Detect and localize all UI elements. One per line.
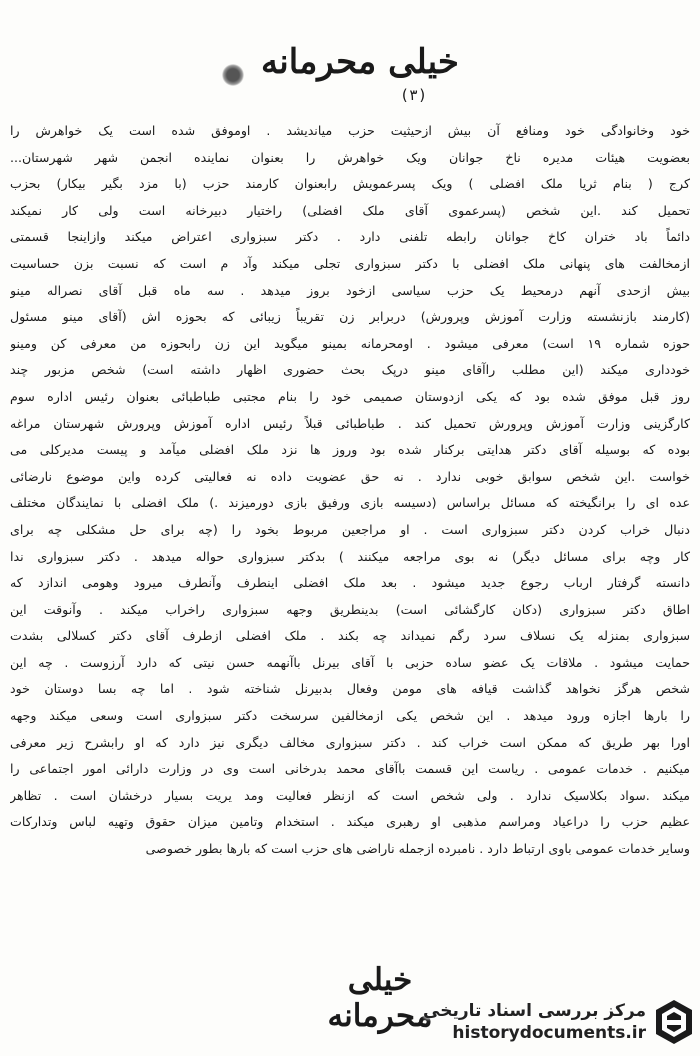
document-line: ازمخالفت های پنهانی ملک افضلی با دکتر سبزواری تجلی میکند وآد م است که نسبت بزن حساسیت xyxy=(10,255,690,271)
document-line: حوزه شماره ۱۹ است) معرفی میشود . اومحرمانه بمینو میگوید این زن رابحوزه من معرفی کن ومینو xyxy=(10,335,690,351)
document-line: خود وخانوادگی خود ومنافع آن بیش ازحیثیت حزب میاندیشد . اوموفق شده است یک خواهرش را xyxy=(10,123,690,138)
classification-header: خیلی محرمانه xyxy=(261,42,459,82)
document-line: کار وچه برای مسائل دیگر) نه بوی مراجعه میکنند ) بدکتر سبزواری حواله میدهد . دکتر سبزواری ندا xyxy=(10,548,690,564)
document-line: خودداری میکند (این مطلب راآقای مینو درپک بحث حضوری اظهار داشته است) شخص مزبور چند xyxy=(10,362,690,378)
document-line: روز قبل موفق شده بود که یکی ازدوستان صمیمی خود را بنام مجتبی طباطبائی بعنوان رئیس اداره سوم xyxy=(10,388,690,404)
document-line: دنبال خراب کردن دکتر سبزواری است . او مراجعین مربوط بخود را (چه برای حل مشکلی چه برای xyxy=(10,521,690,537)
punch-hole-mark xyxy=(222,64,244,86)
document-line: وسایر خدمات عمومی باوی ارتباط دارد . نامبرده ازجمله ناراضی های حزب است که بارها بطور خصوصی xyxy=(145,841,690,857)
document-line: تحمیل کند .این شخص (پسرعموی آقای ملک افضلی) راختیار دبیرخانه است ولی کار نمیکند xyxy=(10,202,690,218)
document-line: حمایت میشود . ملاقات یک عضو ساده حزبی با آقای بیرنل باآنهمه حسن نیتی که دارد آرزوست . چه این xyxy=(10,654,690,670)
watermark-url: historydocuments.ir xyxy=(452,1023,646,1043)
document-line: عده ای را برانگیخته که مسائل براساس (دسیسه بازی ورفیق بازی دورمیزند .) ملک افضلی با نمایندگان مختلف xyxy=(10,495,690,511)
archive-watermark xyxy=(396,994,696,1050)
document-line: بعضویت هیئات مدیره ناخ جوانان ویک خواهرش را بعنوان نماینده انجمن شهر شهرستان... xyxy=(10,149,690,165)
document-line: اورا بهر طریق که ممکن است خراب کند . دکتر سبزواری مخالف دیگری نیز دارد که او رابشرح زیر معرفی xyxy=(10,734,690,750)
document-line: دانسته گرفتار ارباب رجوع جدید میشود . بعد ملک افضلی اینطرف وآنطرف میرود وهومی اندازد که xyxy=(10,575,690,591)
document-line: شخص هرگز نخواهد گذاشت قیافه های مومن وفعال بدبیرنل شناخته شود . اما چه بسا دوستان خود xyxy=(10,681,690,697)
document-line: میکند .سواد بکلاسیک ندارد . ولی شخص است که ازنظر فعالیت ومد یریت بسیار درخشان است . تظاهر xyxy=(10,787,690,803)
classification-footer: خیلی محرمانه xyxy=(327,962,433,1034)
document-line: دائماً باد ختران کاخ جوانان رابطه تلفنی دارد . دکتر سبزواری اعتراض میکند وازاینجا قسمتی xyxy=(10,229,690,245)
document-line: را بارها اجازه ورود میدهد . این شخص یکی ازمخالفین سرسخت دکتر سبزواری است وسعی میکند وجهه xyxy=(10,708,690,724)
archive-logo-icon xyxy=(652,998,696,1046)
page-number: (۳) xyxy=(400,86,428,104)
document-line: سبزواری بمنزله یک نسلاف سرد رگم نمیداند چه بکند . ملک افضلی ازطرف آقای دکتر کسلالی بشدت xyxy=(10,628,690,644)
document-line: بوده که بوسیله آقای دکتر هدایتی برکنار شده بود وروز ها نزد ملک افضلی میآمد و پیست مدیرکلی می xyxy=(10,442,690,458)
document-line: کارگزینی وزارت آموزش وپرورش تحمیل کند . طباطبائی قبلاً رئیس اداره آموزش وپرورش شهرستان مراغه xyxy=(10,415,690,431)
document-line: عظیم حزب را دراعیاد ومراسم مذهبی او رهبری میکند . استخدام وتامین میزان حقوق وتهیه لباس وتدارکات xyxy=(10,814,690,830)
document-line: کرج ( بنام ثریا ملک افضلی ) ویک پسرعمویش رابعنوان کارمند حزب (با مزد بگیر بیکار) بحزب xyxy=(10,176,690,192)
document-line: میکنیم . خدمات عمومی . ریاست این قسمت باآقای محمد بدرخانی است وی در وزارت دارائی امور اجتماعی را xyxy=(10,761,690,777)
document-line: خواست .این شخص سوابق خوبی ندارد . نه حق عضویت داده نه فعالیتی کرده واین موضوع نارضائی xyxy=(10,468,690,484)
document-line: بیش ازحدی آنهم درمحیط یک حزب سیاسی ازخود بروز میدهد . سه ماه قبل آقای نصراله مینو xyxy=(10,282,690,298)
document-line: اطاق دکتر سبزواری (دکان کارگشائی است) بدینطریق وجهه سبزواری راخراب میکند . وآنوقت این xyxy=(10,601,690,617)
document-body xyxy=(10,118,690,863)
watermark-name: مرکز بررسی اسناد تاریخی xyxy=(423,1001,646,1021)
watermark-text xyxy=(423,1000,646,1044)
document-line: (کارمند بازنشسته وزارت آموزش وپرورش) دربرابر زن تقریباً زیبائی که بحوزه اش (آقای مینو مسئول xyxy=(10,309,690,325)
